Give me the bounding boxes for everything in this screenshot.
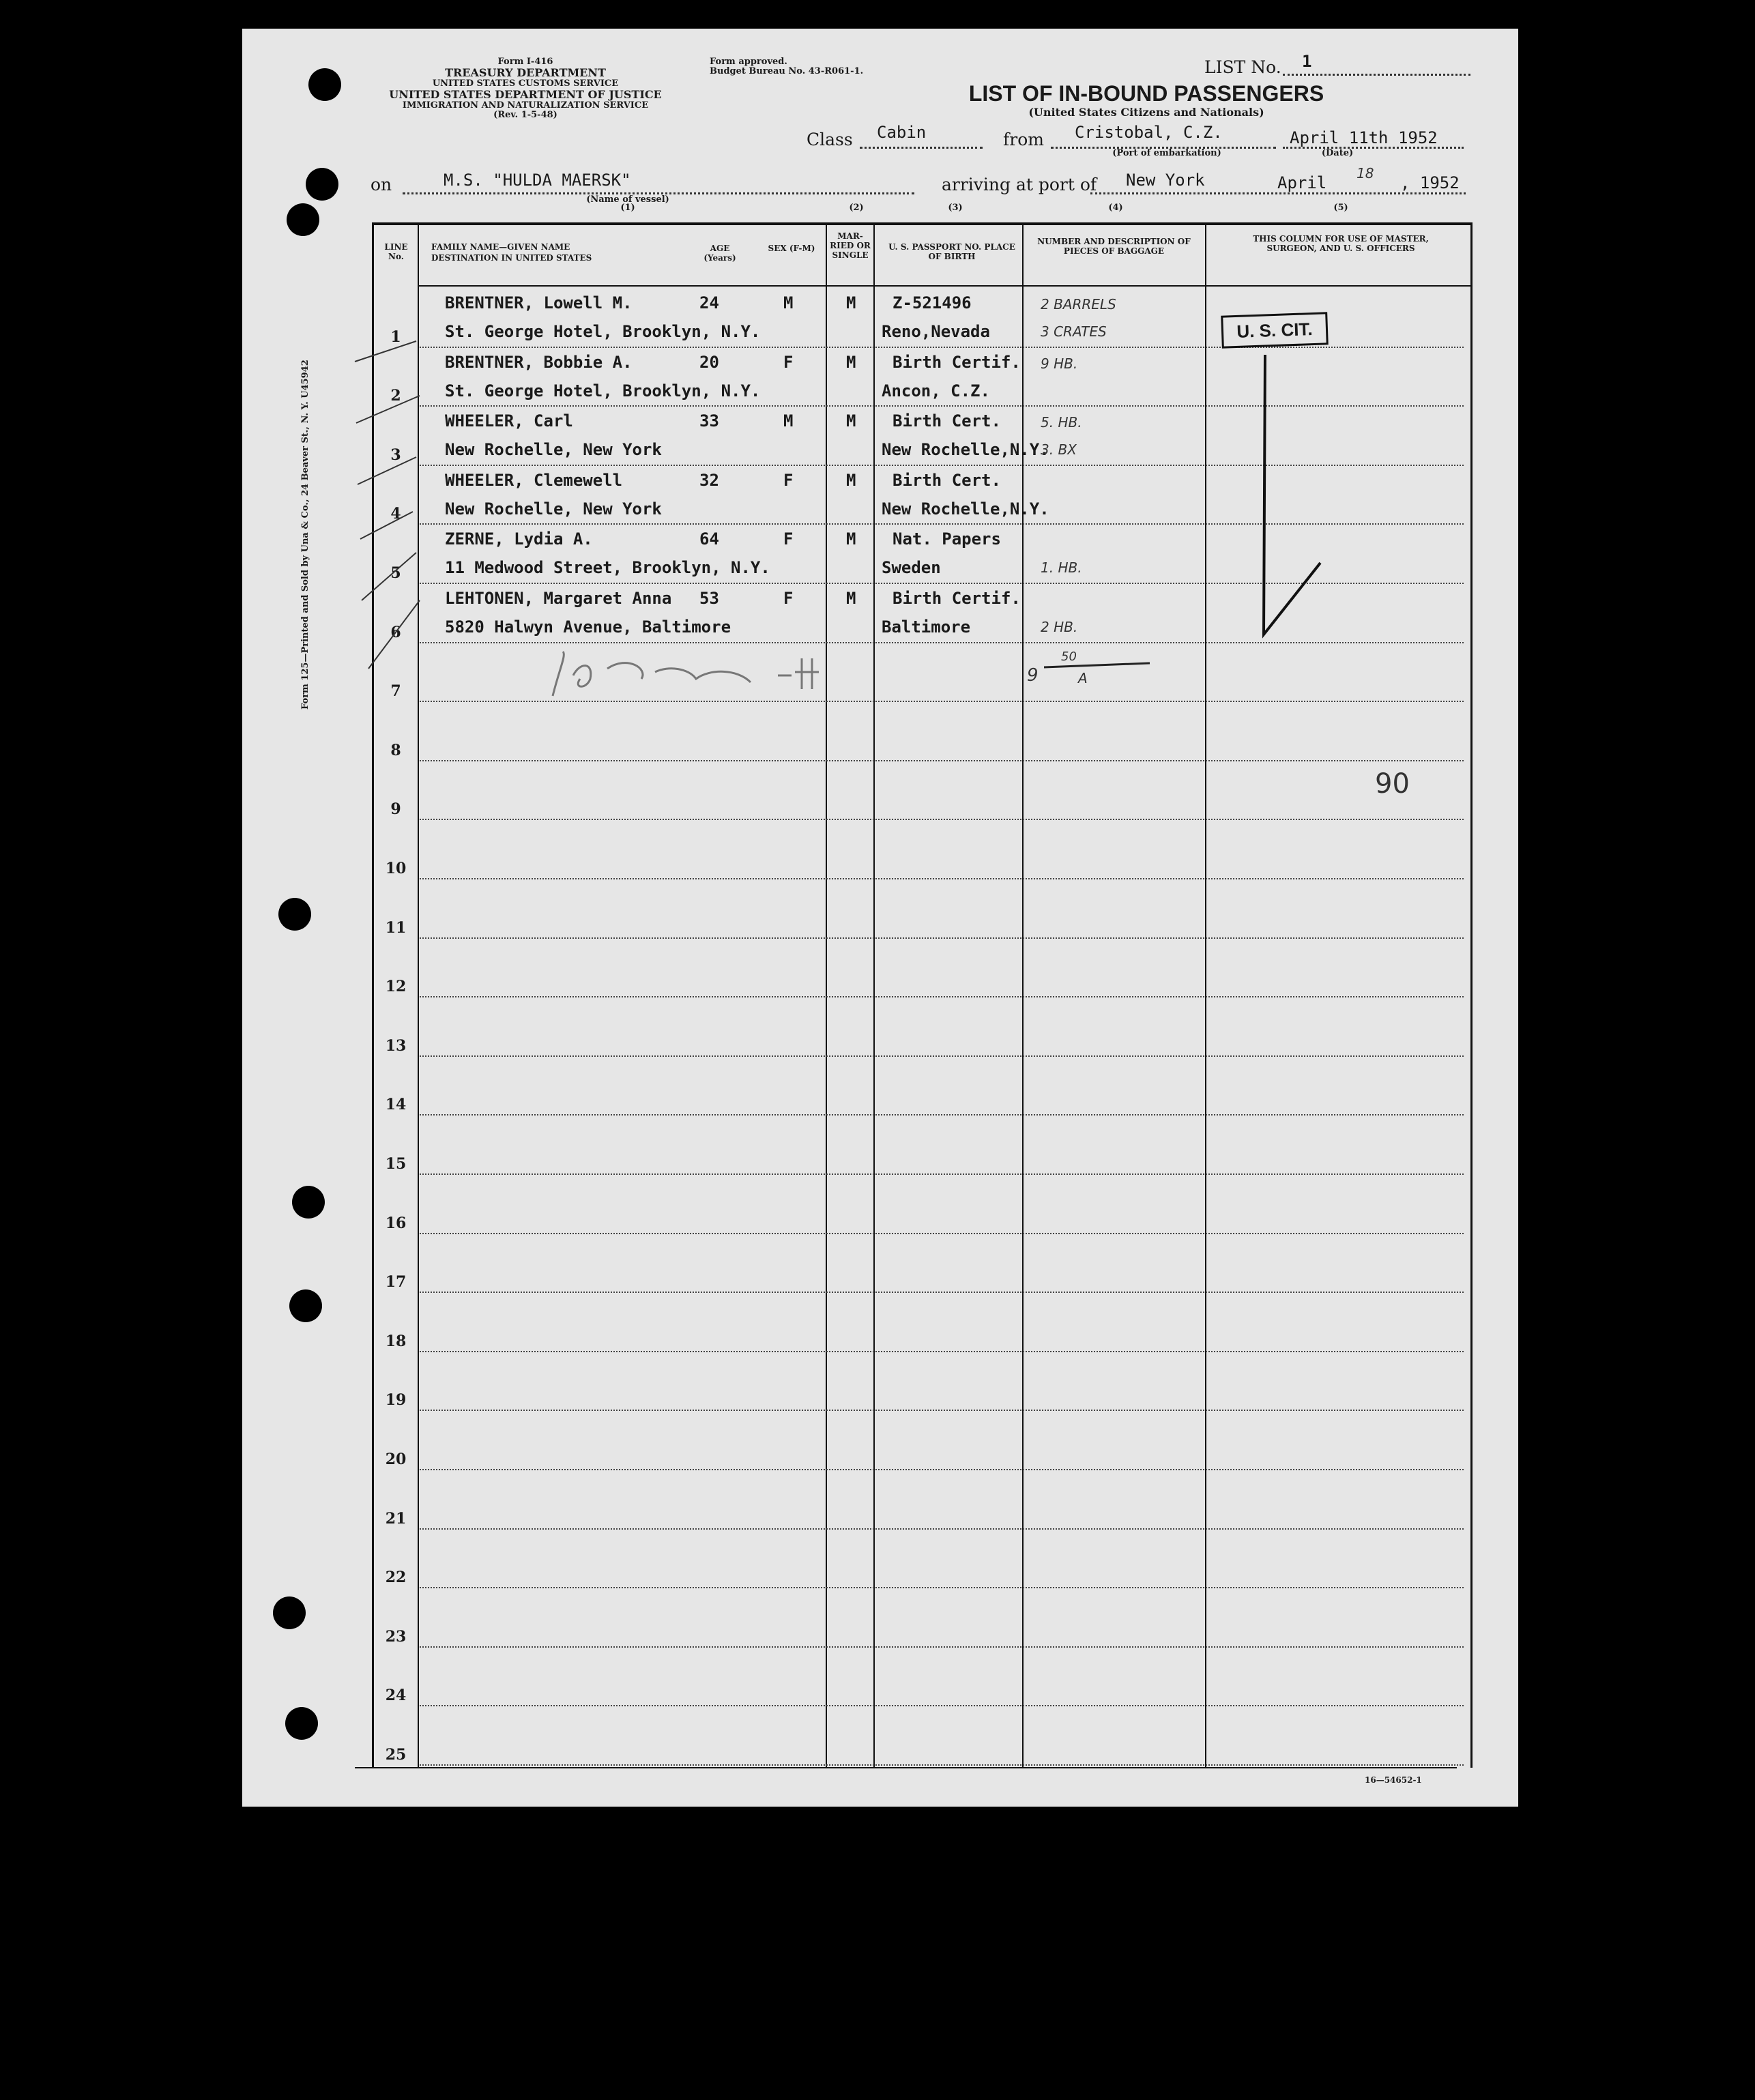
col-header-officers: THIS COLUMN FOR USE OF MASTER, SURGEON, AND U. S. OFFICERS [1253, 234, 1429, 253]
passenger-destination: St. George Hotel, Brooklyn, N.Y. [445, 322, 761, 341]
sex-married-divider [826, 222, 827, 1768]
fraction-bar [1044, 662, 1153, 670]
line-number: 3 [390, 446, 401, 464]
binder-hole [278, 898, 311, 931]
class-value: Cabin [877, 123, 927, 142]
line-number: 19 [385, 1391, 407, 1410]
passenger-sex: F [783, 529, 794, 549]
passenger-status: M [846, 529, 856, 549]
arrival-day: 18 [1357, 165, 1374, 181]
list-no-line [1283, 74, 1470, 76]
passenger-birth: Baltimore [882, 617, 971, 637]
date-caption: (Date) [1321, 148, 1354, 158]
tally-marks [348, 327, 430, 696]
line-number: 7 [390, 682, 401, 701]
class-label: Class [807, 130, 853, 149]
passenger-status: M [846, 293, 856, 312]
passenger-age: 33 [699, 411, 719, 431]
passenger-baggage: 2 BARRELS [1041, 296, 1116, 312]
line-number: 8 [390, 741, 401, 759]
immigration-service: IMMIGRATION AND NATURALIZATION SERVICE [402, 100, 649, 111]
row-dotted-line [420, 937, 1464, 939]
signature-fraction-bottom: A [1078, 670, 1088, 686]
treasury-department: TREASURY DEPARTMENT [445, 66, 606, 80]
customs-service: UNITED STATES CUSTOMS SERVICE [432, 78, 619, 89]
row-dotted-line [420, 1173, 1464, 1175]
passenger-age: 64 [699, 529, 719, 549]
us-citizen-stamp: U. S. CIT. [1221, 312, 1329, 348]
list-no-value: 1 [1302, 52, 1312, 71]
passenger-status: M [846, 352, 856, 372]
col-header-age: AGE (Years) [704, 244, 736, 263]
header-bottom-border [418, 285, 1472, 287]
passenger-birth: Ancon, C.Z. [882, 381, 990, 400]
col-header-sex: SEX (F-M) [768, 244, 815, 253]
passenger-birth: New Rochelle,N.Y. [882, 440, 1049, 460]
row-dotted-line [420, 1114, 1464, 1115]
passenger-baggage: 2 HB. [1041, 619, 1078, 635]
col-number: (1) [620, 203, 635, 213]
passenger-status: M [846, 589, 856, 608]
table-bottom-border [355, 1767, 1457, 1768]
table-top-border [372, 222, 1470, 225]
approval-block [710, 57, 901, 77]
on-label: on [371, 175, 392, 194]
passenger-passport: Birth Cert. [893, 411, 1001, 431]
passenger-status: M [846, 411, 856, 431]
baggage-officers-divider [1205, 222, 1206, 1768]
row-dotted-line [420, 1587, 1464, 1588]
approval-line: Form approved. [710, 57, 787, 67]
passenger-destination: 5820 Halwyn Avenue, Baltimore [445, 617, 731, 637]
line-number: 13 [385, 1036, 407, 1055]
row-dotted-line [420, 1351, 1464, 1352]
passenger-passport: Birth Cert. [893, 470, 1001, 490]
list-no-label: LIST No. [1204, 57, 1281, 77]
binder-hole [306, 168, 338, 201]
line-number: 20 [385, 1450, 407, 1468]
binder-hole [287, 203, 319, 236]
row-dotted-line [420, 819, 1464, 820]
row-dotted-line [420, 1528, 1464, 1530]
passenger-baggage: 5. HB. [1041, 414, 1082, 431]
passenger-name: BRENTNER, Bobbie A. [445, 352, 633, 372]
binder-hole [289, 1289, 322, 1322]
row-dotted-line [420, 996, 1464, 997]
form-footer-number: 16—54652-1 [1365, 1775, 1422, 1785]
col-header-baggage: NUMBER AND DESCRIPTION OF PIECES OF BAGGAGE [1037, 237, 1191, 256]
form-number: Form I-416 [497, 57, 553, 67]
passenger-sex: M [783, 293, 794, 312]
col-number: (2) [849, 203, 864, 213]
signature-scribble [532, 641, 887, 703]
row-dotted-line [420, 760, 1464, 761]
passenger-baggage: 9 HB. [1041, 355, 1078, 372]
form-header-block [368, 57, 682, 120]
passenger-name: WHEELER, Clemewell [445, 470, 623, 490]
arrival-line [1090, 192, 1466, 194]
col-number: (3) [948, 203, 963, 213]
vessel-value: M.S. "HULDA MAERSK" [444, 171, 631, 190]
justice-department: UNITED STATES DEPARTMENT OF JUSTICE [389, 88, 662, 102]
passenger-sex: M [783, 411, 794, 431]
table-right-border [1470, 222, 1473, 1768]
line-number: 24 [385, 1687, 407, 1705]
line-number: 12 [385, 978, 407, 996]
passenger-age: 24 [699, 293, 719, 312]
binder-hole [292, 1186, 325, 1219]
passenger-sex: F [783, 589, 794, 608]
col-header-line-no: LINE No. [384, 242, 408, 261]
budget-bureau-line: Budget Bureau No. 43-R061-1. [710, 66, 864, 77]
passenger-status: M [846, 470, 856, 490]
passenger-age: 53 [699, 589, 719, 608]
row-dotted-line [420, 1410, 1464, 1411]
passenger-destination: St. George Hotel, Brooklyn, N.Y. [445, 381, 761, 400]
line-number: 11 [385, 918, 407, 937]
col-header-destination: DESTINATION IN UNITED STATES [431, 253, 592, 263]
date-value: April 11th 1952 [1290, 128, 1438, 147]
line-number: 23 [385, 1627, 407, 1646]
married-passport-divider [873, 222, 875, 1768]
col-header-name: FAMILY NAME—GIVEN NAME [431, 242, 570, 252]
col-header-married: MAR-RIED OR SINGLE [830, 231, 871, 260]
from-label: from [1003, 130, 1044, 149]
line-number: 16 [385, 1214, 407, 1232]
arriving-label: arriving at port of [942, 175, 1097, 194]
passenger-passport: Z-521496 [893, 293, 972, 312]
passenger-passport: Birth Certif. [893, 352, 1021, 372]
margin-note: 90 [1375, 768, 1410, 800]
line-number: 21 [385, 1509, 407, 1528]
line-number: 22 [385, 1569, 407, 1587]
col-header-passport: U. S. PASSPORT NO. PLACE OF BIRTH [888, 242, 1015, 261]
line-number: 14 [385, 1096, 407, 1114]
port-value: New York [1126, 171, 1205, 190]
passenger-passport: Nat. Papers [893, 529, 1001, 549]
class-line [860, 147, 983, 149]
passenger-baggage: 1. HB. [1041, 559, 1082, 577]
check-mark-icon [1256, 348, 1331, 641]
passenger-destination: New Rochelle, New York [445, 499, 662, 519]
col-number: (5) [1333, 203, 1348, 213]
binder-hole [308, 68, 341, 101]
passenger-name: WHEELER, Carl [445, 411, 573, 431]
line-number: 2 [390, 387, 401, 405]
passenger-name: ZERNE, Lydia A. [445, 529, 593, 549]
binder-hole [273, 1596, 306, 1629]
page-title: LIST OF IN-BOUND PASSENGERS [968, 81, 1324, 106]
row-dotted-line [420, 1646, 1464, 1648]
passenger-age: 32 [699, 470, 719, 490]
row-dotted-line [420, 1469, 1464, 1470]
row-dotted-line [420, 1055, 1464, 1057]
passenger-name: LEHTONEN, Margaret Anna [445, 589, 672, 608]
document-page [242, 29, 1518, 1807]
line-number: 17 [385, 1273, 407, 1292]
passenger-baggage: 3 CRATES [1041, 323, 1107, 340]
signature-note: 9 [1027, 665, 1039, 686]
passenger-age: 20 [699, 352, 719, 372]
passenger-baggage: 3. BX [1041, 441, 1077, 458]
row-dotted-line [420, 1764, 1464, 1766]
row-dotted-line [420, 1705, 1464, 1706]
line-number: 18 [385, 1332, 407, 1350]
arrival-month: April [1277, 173, 1327, 192]
line-number: 10 [385, 860, 407, 877]
passenger-sex: F [783, 352, 794, 372]
line-number: 6 [390, 623, 401, 641]
line-number: 15 [385, 1155, 407, 1173]
printer-side-text: Form 125—Printed and Sold by Una & Co., 24 Beaver St., N. Y. U45942 [300, 360, 310, 710]
line-number: 1 [390, 327, 401, 346]
row-dotted-line [420, 1233, 1464, 1234]
binder-hole [285, 1707, 318, 1740]
col-number: (4) [1108, 203, 1123, 213]
signature-fraction-top: 50 [1061, 650, 1077, 664]
line-number: 25 [385, 1746, 407, 1764]
row-dotted-line [420, 878, 1464, 879]
passenger-birth: Sweden [882, 558, 941, 578]
line-number: 5 [390, 564, 401, 582]
passenger-destination: New Rochelle, New York [445, 440, 662, 460]
from-value: Cristobal, C.Z. [1075, 123, 1223, 142]
passenger-birth: Reno,Nevada [882, 322, 990, 341]
line-number: 4 [390, 505, 401, 523]
passenger-sex: F [783, 470, 794, 490]
passenger-name: BRENTNER, Lowell M. [445, 293, 633, 312]
line-number: 9 [390, 800, 401, 819]
row-dotted-line [420, 1292, 1464, 1293]
port-caption: (Port of embarkation) [1112, 148, 1221, 158]
vessel-caption: (Name of vessel) [586, 194, 669, 205]
arrival-year: , 1952 [1400, 173, 1460, 192]
passenger-destination: 11 Medwood Street, Brooklyn, N.Y. [445, 558, 770, 578]
page-subtitle: (United States Citizens and Nationals) [1028, 106, 1264, 119]
passenger-birth: New Rochelle,N.Y. [882, 499, 1049, 519]
form-revision: (Rev. 1-5-48) [493, 110, 557, 121]
passenger-passport: Birth Certif. [893, 589, 1021, 608]
